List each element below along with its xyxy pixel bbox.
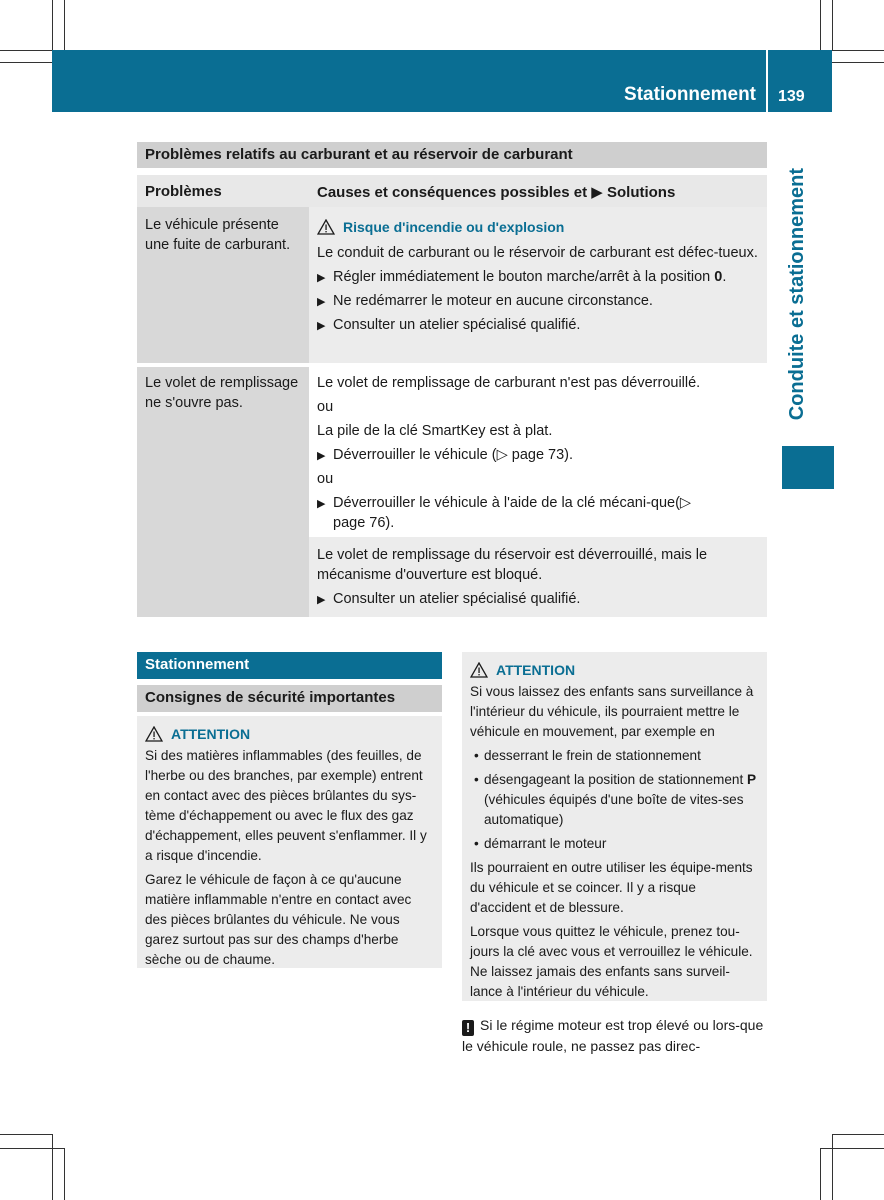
subsection-heading: Consignes de sécurité importantes <box>145 689 396 706</box>
attention-title: ATTENTION <box>496 662 576 678</box>
attention-paragraph: Garez le véhicule de façon à ce qu'aucune matière inflammable n'entre en contact avec des pièces brûlantes du véhicule. Ne vous garez surtout pas sur des champs d'herbe sèche ou de chaume. <box>145 872 412 967</box>
exclamation-icon: ! <box>462 1020 474 1036</box>
attention-paragraph: Lorsque vous quittez le véhicule, prenez tou-jours la clé avec vous et verrouillez le véhicule. Ne laissez jamais des enfants sans surveil-lance à l'intérieur du véhicule. <box>470 924 753 999</box>
crop-mark <box>52 1134 53 1200</box>
cause-text: Le volet de remplissage du réservoir est déverrouillé, mais le mécanisme d'ouverture est bloqué. <box>317 547 708 583</box>
table-row-1-problem <box>137 207 309 363</box>
cause-text: Le conduit de carburant ou le réservoir de carburant est défec-tueux. <box>317 245 758 261</box>
page-title: Stationnement <box>624 84 756 105</box>
crop-mark <box>832 1134 833 1200</box>
attention-paragraph: Si des matières inflammables (des feuilles, de l'herbe ou des branches, par exemple) entrent en contact avec des pièces brûlantes du sys-tème d'échappement ou avec le flux des gaz d'échappement, elles peuvent s'enflammer. Il y a risque d'incendie. <box>145 748 427 863</box>
warning-title: Risque d'incendie ou d'explosion <box>343 219 565 235</box>
table-title: Problèmes relatifs au carburant et au réservoir de carburant <box>145 146 573 163</box>
side-tab-marker <box>782 446 834 489</box>
cause-text: La pile de la clé SmartKey est à plat. <box>317 423 553 439</box>
column-header-causes: Causes et conséquences possibles et ▶ Solutions <box>317 184 676 201</box>
table-row-2-problem <box>137 367 309 617</box>
attention-box-right <box>462 652 767 1001</box>
solution-step: ▶ Déverrouiller le véhicule à l'aide de la clé mécani-que(▷ page 76). <box>317 493 693 533</box>
warning-triangle-icon <box>470 662 488 678</box>
subsection-heading-bar <box>137 685 442 712</box>
warning-triangle-icon <box>145 726 163 742</box>
table-header <box>137 175 767 207</box>
attention-heading <box>470 662 759 678</box>
warning-triangle-icon <box>317 219 335 235</box>
side-tab <box>780 168 834 438</box>
page-number: 139 <box>778 88 805 105</box>
note-paragraph <box>462 1015 768 1056</box>
section-heading-bar <box>137 652 442 679</box>
crop-mark <box>832 1134 884 1135</box>
or-text: ou <box>317 399 334 415</box>
list-item: • désengageant la position de stationnement P (véhicules équipés d'une boîte de vites-ses automatique) <box>470 770 759 830</box>
solution-step: ▶ Consulter un atelier spécialisé qualifié. <box>317 589 759 609</box>
crop-mark <box>52 0 53 50</box>
solution-step: ▶ Régler immédiatement le bouton marche/arrêt à la position 0. <box>317 267 759 287</box>
attention-heading <box>145 726 434 742</box>
crop-mark <box>820 1148 821 1200</box>
section-heading: Stationnement <box>145 656 250 673</box>
attention-box-left <box>137 716 442 968</box>
crop-mark <box>832 0 833 50</box>
attention-paragraph: Si vous laissez des enfants sans surveillance à l'intérieur du véhicule, ils pourraient mettre le véhicule en mouvement, par exemple en <box>470 684 754 739</box>
note-text: Si le régime moteur est trop élevé ou lors-que le véhicule roule, ne passez pas direc- <box>462 1017 764 1054</box>
side-tab-label: Conduite et stationnement <box>786 168 808 421</box>
column-header-problems: Problèmes <box>145 183 222 200</box>
table-title-bar <box>137 142 767 168</box>
crop-mark <box>64 1148 65 1200</box>
list-item: • démarrant le moteur <box>470 834 759 854</box>
or-text: ou <box>317 471 334 487</box>
header-separator <box>766 50 768 112</box>
table-row-2-solutions-b <box>309 537 767 617</box>
crop-mark <box>64 0 65 50</box>
cause-text: Le volet de remplissage de carburant n'est pas déverrouillé. <box>317 375 701 391</box>
table-row-2-solutions-a <box>309 367 767 537</box>
solution-step: ▶ Ne redémarrer le moteur en aucune circonstance. <box>317 291 759 311</box>
list-item: • desserrant le frein de stationnement <box>470 746 759 766</box>
warning-heading <box>317 217 759 237</box>
crop-mark <box>820 1148 884 1149</box>
crop-mark <box>0 1134 52 1135</box>
crop-mark <box>0 62 52 63</box>
attention-title: ATTENTION <box>171 726 251 742</box>
problem-text: Le volet de remplissage ne s'ouvre pas. <box>145 375 299 411</box>
solution-step: ▶ Consulter un atelier spécialisé qualifié. <box>317 315 759 335</box>
problem-text: Le véhicule présente une fuite de carburant. <box>145 217 291 253</box>
crop-mark <box>0 1148 64 1149</box>
solution-step: ▶ Déverrouiller le véhicule (▷ page 73). <box>317 445 759 465</box>
crop-mark <box>820 0 821 50</box>
crop-mark <box>832 62 884 63</box>
attention-paragraph: Ils pourraient en outre utiliser les équipe-ments du véhicule et se coincer. Il y a risque d'accident et de blessure. <box>470 860 753 915</box>
table-row-1-solutions <box>309 207 767 363</box>
